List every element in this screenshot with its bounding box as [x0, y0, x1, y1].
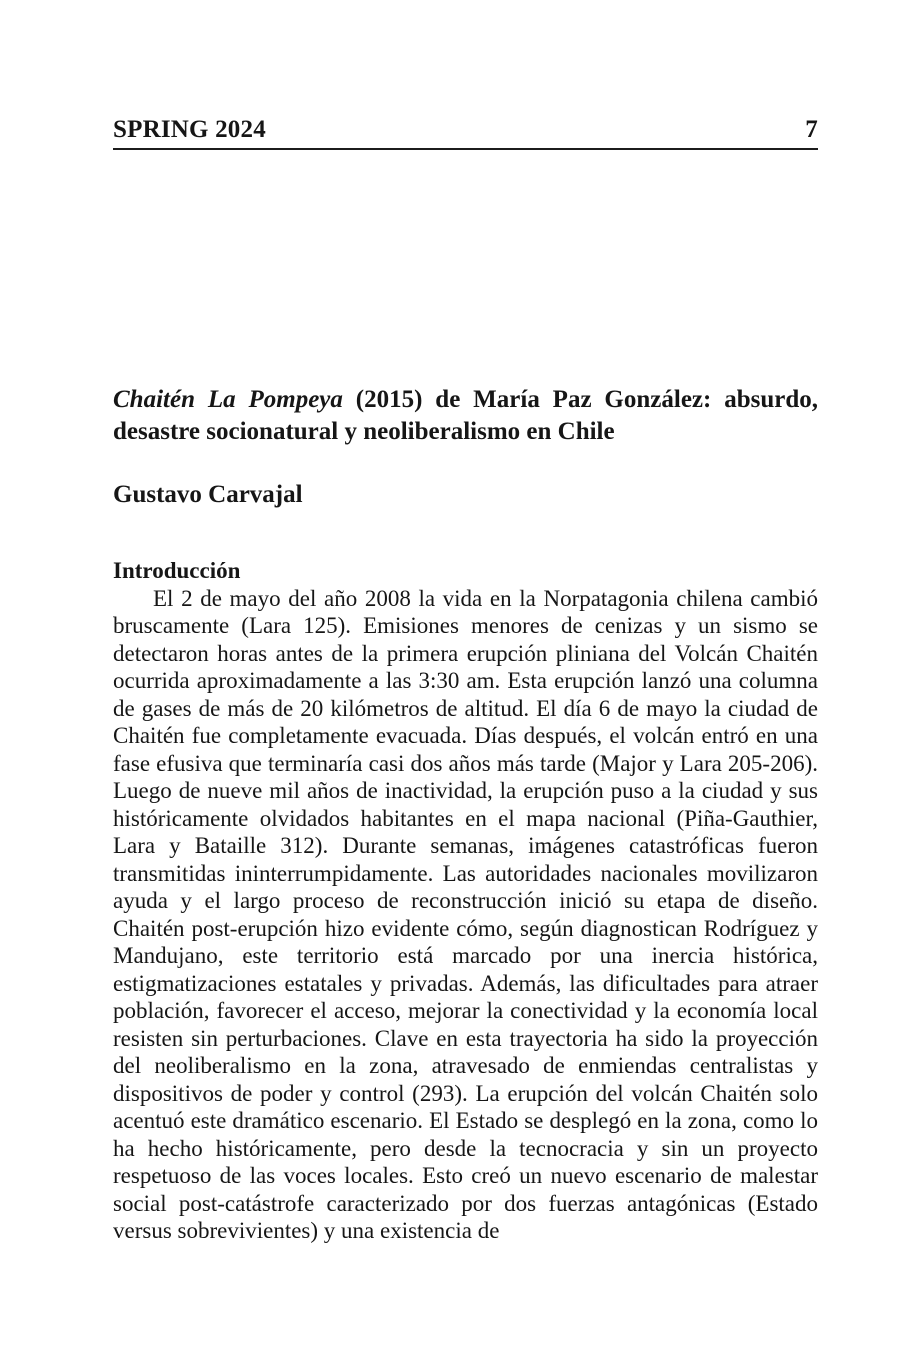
header-rule	[113, 148, 818, 150]
article-title	[113, 384, 818, 448]
body-paragraph: El 2 de mayo del año 2008 la vida en la Norpatagonia chilena cambió bruscamente (Lara 125). Emisiones menores de cenizas y un sismo se detectaron horas antes de la primera erupción pliniana del Volcán Chaitén ocurrida aproximadamente a las 3:30 am. Esta erupción lanzó una columna de gases de más de 20 kilómetros de altitud. El día 6 de mayo la ciudad de Chaitén fue completamente evacuada. Días después, el volcán entró en una fase efusiva que terminaría casi dos años más tarde (Major y Lara 205-206). Luego de nueve mil años de inactividad, la erupción puso a la ciudad y sus históricamente olvidados habitantes en el mapa nacional (Piña-Gauthier, Lara y Bataille 312). Durante semanas, imágenes catastróficas fueron transmitidas ininterrumpidamente. Las autoridades nacionales movilizaron ayuda y el largo proceso de reconstrucción inició su etapa de diseño. Chaitén post-erupción hizo evidente cómo, según diagnostican Rodríguez y Mandujano, este territorio está marcado por una inercia histórica, estigmatizaciones estatales y privadas. Además, las dificultades para atraer población, favorecer el acceso, mejorar la conectividad y la economía local resisten sin perturbaciones. Clave en esta trayectoria ha sido la proyección del neoliberalismo en la zona, atravesado de enmiendas centralistas y dispositivos de poder y control (293). La erupción del volcán Chaitén solo acentuó este dramático escenario. El Estado se desplegó en la zona, como lo ha hecho históricamente, pero desde la tecnocracia y sin un proyecto respetuoso de las voces locales. Esto creó un nuevo escenario de malestar social post-catástrofe caracterizado por dos fuerzas antagónicas (Estado versus sobrevivientes) y una existencia de	[113, 585, 818, 1243]
article-title-italic: Chaitén La Pompeya	[113, 386, 343, 413]
article-title-rest: (2015) de María Paz González: absurdo, desastre socionatural y neoliberalismo en Chile	[113, 386, 818, 445]
page-number: 7	[805, 116, 818, 143]
journal-issue: SPRING 2024	[113, 116, 266, 143]
author-name: Gustavo Carvajal	[113, 481, 303, 508]
running-header	[113, 115, 818, 144]
section-heading-introduccion: Introducción	[113, 558, 241, 583]
